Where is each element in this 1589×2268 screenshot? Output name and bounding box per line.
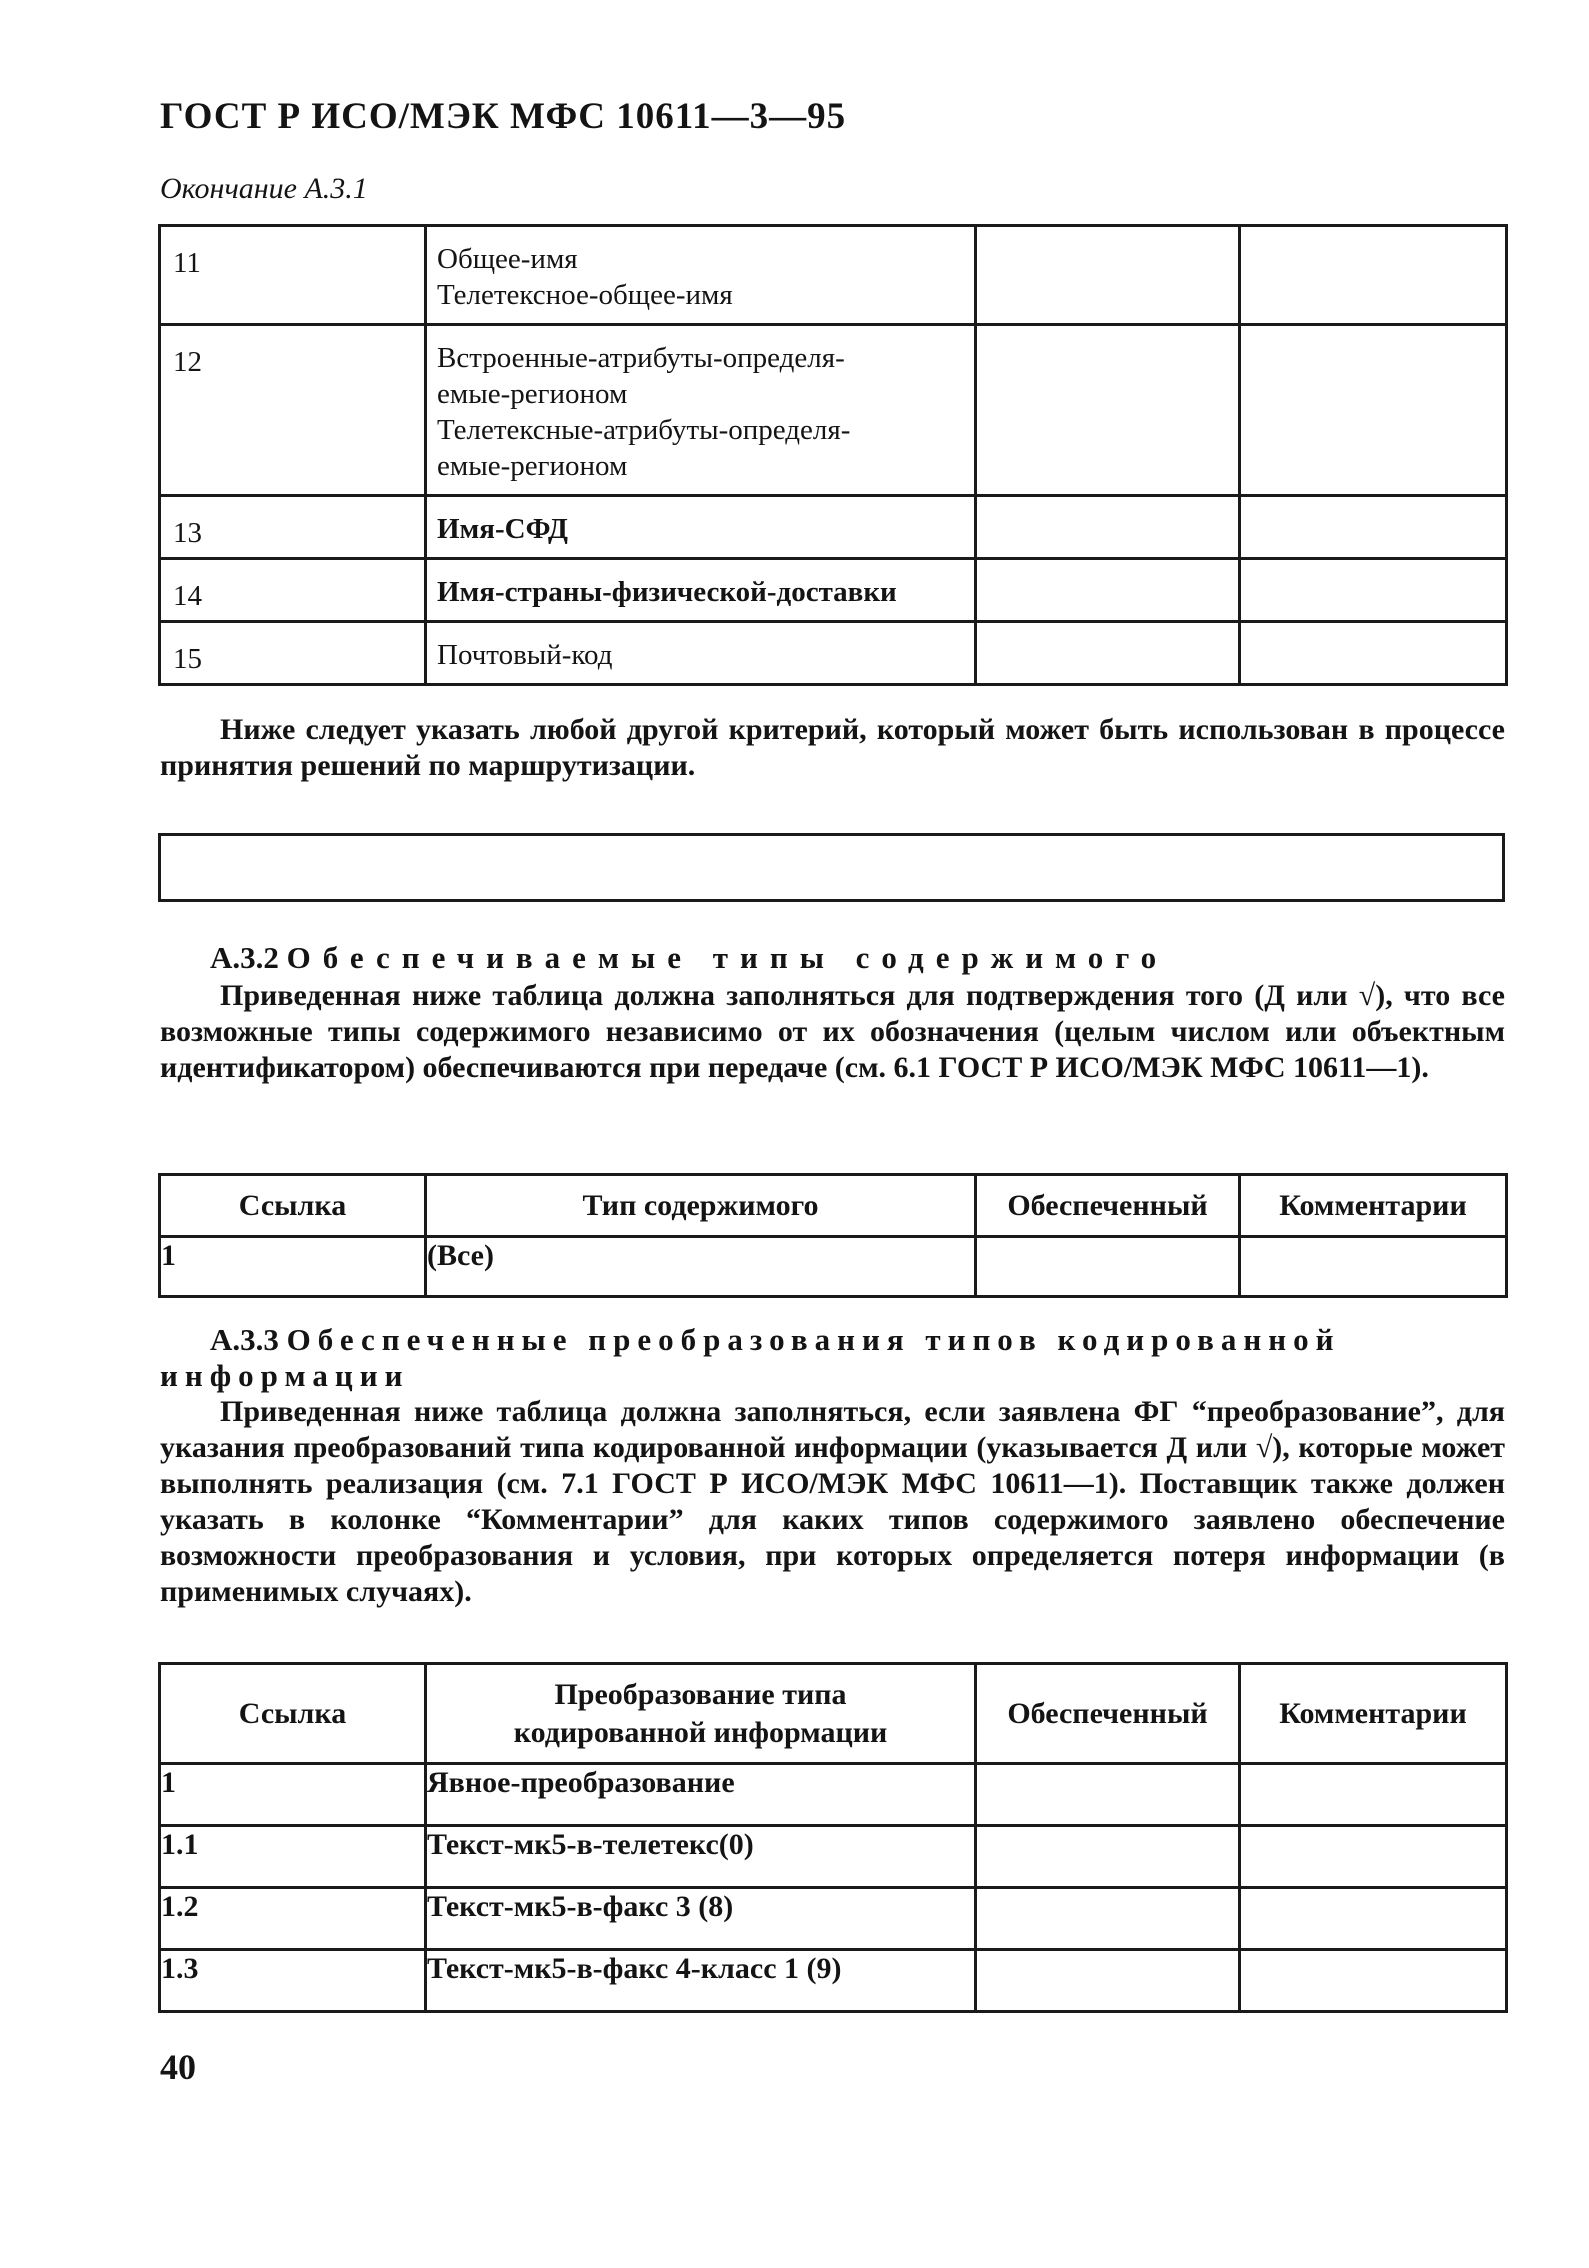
table-row bbox=[160, 1237, 1507, 1297]
ref-cell: 1.1 bbox=[160, 1826, 426, 1888]
table-header-row bbox=[160, 1175, 1507, 1237]
other-criteria-input-box[interactable] bbox=[158, 833, 1505, 902]
ref-cell: 13 bbox=[160, 496, 426, 559]
item-cell bbox=[426, 622, 976, 685]
section-number: А.3.3 bbox=[210, 1322, 279, 1357]
item-line: емые-регионом bbox=[437, 450, 628, 482]
table-continuation-caption: Окончание А.3.1 bbox=[160, 172, 368, 205]
item-cell bbox=[426, 559, 976, 622]
content-type-cell: (Все) bbox=[426, 1237, 976, 1297]
supported-cell[interactable] bbox=[976, 1764, 1240, 1826]
column-header: Комментарии bbox=[1240, 1664, 1507, 1764]
section-a33-heading-cont: информации bbox=[160, 1358, 410, 1393]
item-line: Встроенные-атрибуты-определя- bbox=[437, 342, 845, 374]
section-a32-paragraph: Приведенная ниже таблица должна заполняться для подтверждения того (Д или √), что все возможные типы содержимого независимо от их обозначения (целым числом или объектным идентификатором) обеспечиваются при передаче (см. 6.1 ГОСТ Р ИСО/МЭК МФС 10611—1). bbox=[160, 979, 1505, 1084]
comments-cell[interactable] bbox=[1240, 1237, 1507, 1297]
supported-cell[interactable] bbox=[976, 325, 1240, 496]
section-a33-paragraph: Приведенная ниже таблица должна заполняться, если заявлена ФГ “преобразование”, для указания преобразований типа кодированной информации (указывается Д или √), которые может выполнять реализация (см. 7.1 ГОСТ Р ИСО/МЭК МФС 10611—1). Поставщик также должен указать в колонке “Комментарии” для каких типов содержимого заявлено обеспечение возможности преобразования и условия, при которых определяется потеря информации (в применимых случаях). bbox=[160, 1395, 1505, 1608]
ref-cell: 11 bbox=[160, 226, 426, 325]
table-row bbox=[160, 325, 1507, 496]
comments-cell[interactable] bbox=[1240, 1764, 1507, 1826]
comments-cell[interactable] bbox=[1240, 622, 1507, 685]
item-line: Почтовый-код bbox=[437, 639, 613, 671]
comments-cell[interactable] bbox=[1240, 226, 1507, 325]
item-line: емые-регионом bbox=[437, 378, 628, 410]
ref-cell: 14 bbox=[160, 559, 426, 622]
comments-cell[interactable] bbox=[1240, 559, 1507, 622]
table-header-row bbox=[160, 1664, 1507, 1764]
supported-cell[interactable] bbox=[976, 1888, 1240, 1950]
item-line: Общее-имя bbox=[437, 243, 578, 275]
table-row bbox=[160, 1764, 1507, 1826]
table-row bbox=[160, 1950, 1507, 2012]
supported-cell[interactable] bbox=[976, 226, 1240, 325]
item-line: Телетексное-общее-имя bbox=[437, 279, 733, 311]
column-header: Обеспеченный bbox=[976, 1664, 1240, 1764]
supported-cell[interactable] bbox=[976, 1950, 1240, 2012]
conversion-cell: Явное-преобразование bbox=[426, 1764, 976, 1826]
supported-cell[interactable] bbox=[976, 559, 1240, 622]
column-header: Комментарии bbox=[1240, 1175, 1507, 1237]
ref-cell: 1.2 bbox=[160, 1888, 426, 1950]
supported-cell[interactable] bbox=[976, 1826, 1240, 1888]
comments-cell[interactable] bbox=[1240, 1826, 1507, 1888]
ref-cell: 1 bbox=[160, 1237, 426, 1297]
supported-cell[interactable] bbox=[976, 622, 1240, 685]
comments-cell[interactable] bbox=[1240, 1888, 1507, 1950]
supported-cell[interactable] bbox=[976, 496, 1240, 559]
page-number: 40 bbox=[160, 2047, 196, 2087]
table-row bbox=[160, 496, 1507, 559]
item-cell bbox=[426, 496, 976, 559]
item-line: Имя-страны-физической-доставки bbox=[437, 576, 897, 608]
other-criteria-paragraph: Ниже следует указать любой другой критерий, который может быть использован в процессе принятия решений по маршрутизации. bbox=[160, 713, 1505, 782]
routing-criteria-table bbox=[158, 224, 1508, 686]
section-a32-heading bbox=[210, 940, 1505, 976]
item-line: Имя-СФД bbox=[437, 513, 568, 545]
item-cell bbox=[426, 325, 976, 496]
conversions-table bbox=[158, 1662, 1508, 2013]
column-header: Ссылка bbox=[160, 1664, 426, 1764]
column-header: Обеспеченный bbox=[976, 1175, 1240, 1237]
comments-cell[interactable] bbox=[1240, 1950, 1507, 2012]
conversion-cell: Текст-мк5-в-факс 4-класс 1 (9) bbox=[426, 1950, 976, 2012]
ref-cell: 1 bbox=[160, 1764, 426, 1826]
comments-cell[interactable] bbox=[1240, 325, 1507, 496]
document-header: ГОСТ Р ИСО/МЭК МФС 10611—3—95 bbox=[160, 96, 847, 137]
item-line: Телетексные-атрибуты-определя- bbox=[437, 414, 851, 446]
table-row bbox=[160, 1888, 1507, 1950]
table-row bbox=[160, 1826, 1507, 1888]
table-row bbox=[160, 226, 1507, 325]
section-a33-heading bbox=[210, 1322, 1505, 1358]
column-header: Преобразование типа кодированной информации bbox=[426, 1664, 976, 1764]
conversion-cell: Текст-мк5-в-факс 3 (8) bbox=[426, 1888, 976, 1950]
column-header: Тип содержимого bbox=[426, 1175, 976, 1237]
table-row bbox=[160, 559, 1507, 622]
content-types-table bbox=[158, 1173, 1508, 1298]
comments-cell[interactable] bbox=[1240, 496, 1507, 559]
item-cell bbox=[426, 226, 976, 325]
ref-cell: 15 bbox=[160, 622, 426, 685]
column-header: Ссылка bbox=[160, 1175, 426, 1237]
section-title: Обеспеченные преобразования типов кодированной bbox=[286, 1322, 1341, 1357]
ref-cell: 12 bbox=[160, 325, 426, 496]
table-row bbox=[160, 622, 1507, 685]
section-title: Обеспечиваемые типы содержимого bbox=[286, 940, 1169, 975]
supported-cell[interactable] bbox=[976, 1237, 1240, 1297]
conversion-cell: Текст-мк5-в-телетекс(0) bbox=[426, 1826, 976, 1888]
ref-cell: 1.3 bbox=[160, 1950, 426, 2012]
section-number: А.3.2 bbox=[210, 940, 279, 975]
